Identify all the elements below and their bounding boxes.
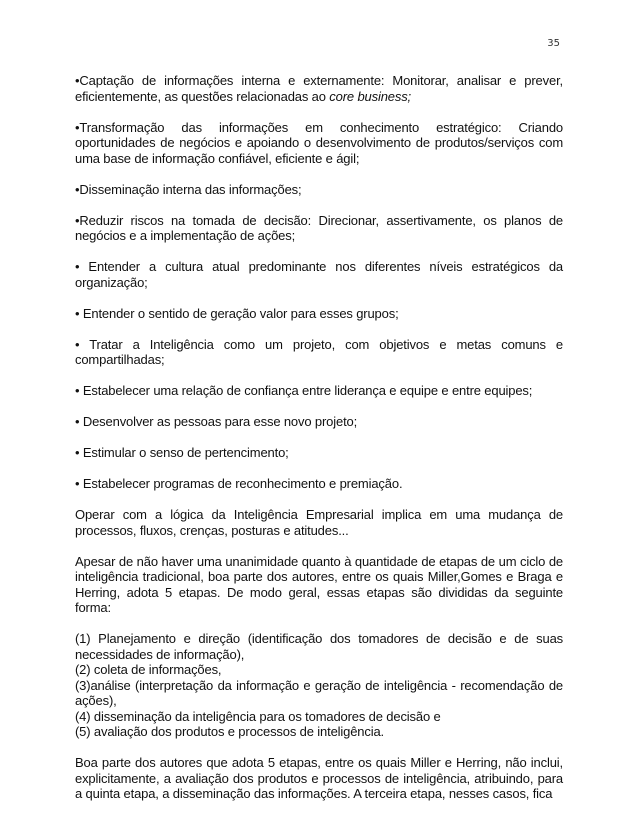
paragraph-tratar-inteligencia: • Tratar a Inteligência como um projeto, com objetivos e metas comuns e compartilhadas; — [75, 336, 563, 367]
paragraph-entender-cultura: • Entender a cultura atual predominante nos diferentes níveis estratégicos da organização; — [75, 259, 563, 290]
document-body — [75, 73, 563, 817]
paragraph-etapas-intro: Apesar de não haver uma unanimidade quanto à quantidade de etapas de um ciclo de inteligência tradicional, boa parte dos autores, entre os quais Miller,Gomes e Braga e Herring, adota 5 etapas. De modo geral, essas etapas são divididas da seguinte forma: — [75, 553, 563, 615]
paragraph-operar-logica: Operar com a lógica da Inteligência Empresarial implica em uma mudança de processos, fluxos, crenças, posturas e atitudes... — [75, 507, 563, 538]
paragraph-captacao — [75, 73, 563, 104]
page-number: 35 — [547, 38, 560, 49]
paragraph-relacao-confianca: • Estabelecer uma relação de confiança entre liderança e equipe e entre equipes; — [75, 383, 533, 398]
stage-item: (4) disseminação da inteligência para os tomadores de decisão e — [75, 708, 441, 724]
paragraph-programas-reconhecimento: • Estabelecer programas de reconhecimento e premiação. — [75, 476, 403, 491]
stage-item: (3)análise (interpretação da informação e geração de inteligência - recomendação de ações), — [75, 677, 563, 708]
paragraph-transformacao: •Transformação das informações em conhecimento estratégico: Criando oportunidades de negócios e apoiando o desenvolvimento de produtos/serviços com uma base de informação confiável, eficiente e ágil; — [75, 119, 563, 166]
paragraph-disseminacao: •Disseminação interna das informações; — [75, 181, 302, 197]
stage-item: (5) avaliação dos produtos e processos de inteligência. — [75, 724, 384, 739]
stage-item: (1) Planejamento e direção (identificação dos tomadores de decisão e de suas necessidades de informação), — [75, 631, 563, 662]
paragraph-reduzir-riscos: •Reduzir riscos na tomada de decisão: Direcionar, assertivamente, os planos de negócios e a implementação de ações; — [75, 212, 563, 243]
paragraph-senso-pertencimento: • Estimular o senso de pertencimento; — [75, 445, 289, 460]
paragraph-desenvolver-pessoas: • Desenvolver as pessoas para esse novo projeto; — [75, 414, 358, 429]
stage-item: (2) coleta de informações, — [75, 662, 222, 677]
paragraph-entender-sentido: • Entender o sentido de geração valor para esses grupos; — [75, 305, 399, 321]
paragraph-captacao-text: •Captação de informações interna e externamente: Monitorar, analisar e prever, eficientemente, as questões relacionadas ao — [75, 73, 563, 104]
paragraph-boa-parte: Boa parte dos autores que adota 5 etapas, entre os quais Miller e Herring, não inclui, explicitamente, a avaliação dos produtos e processos de inteligência, atribuindo, para a quinta etapa, a disseminação das informações. A terceira etapa, nesses casos, fica — [75, 755, 563, 801]
core-business-italic: core business; — [329, 88, 412, 104]
